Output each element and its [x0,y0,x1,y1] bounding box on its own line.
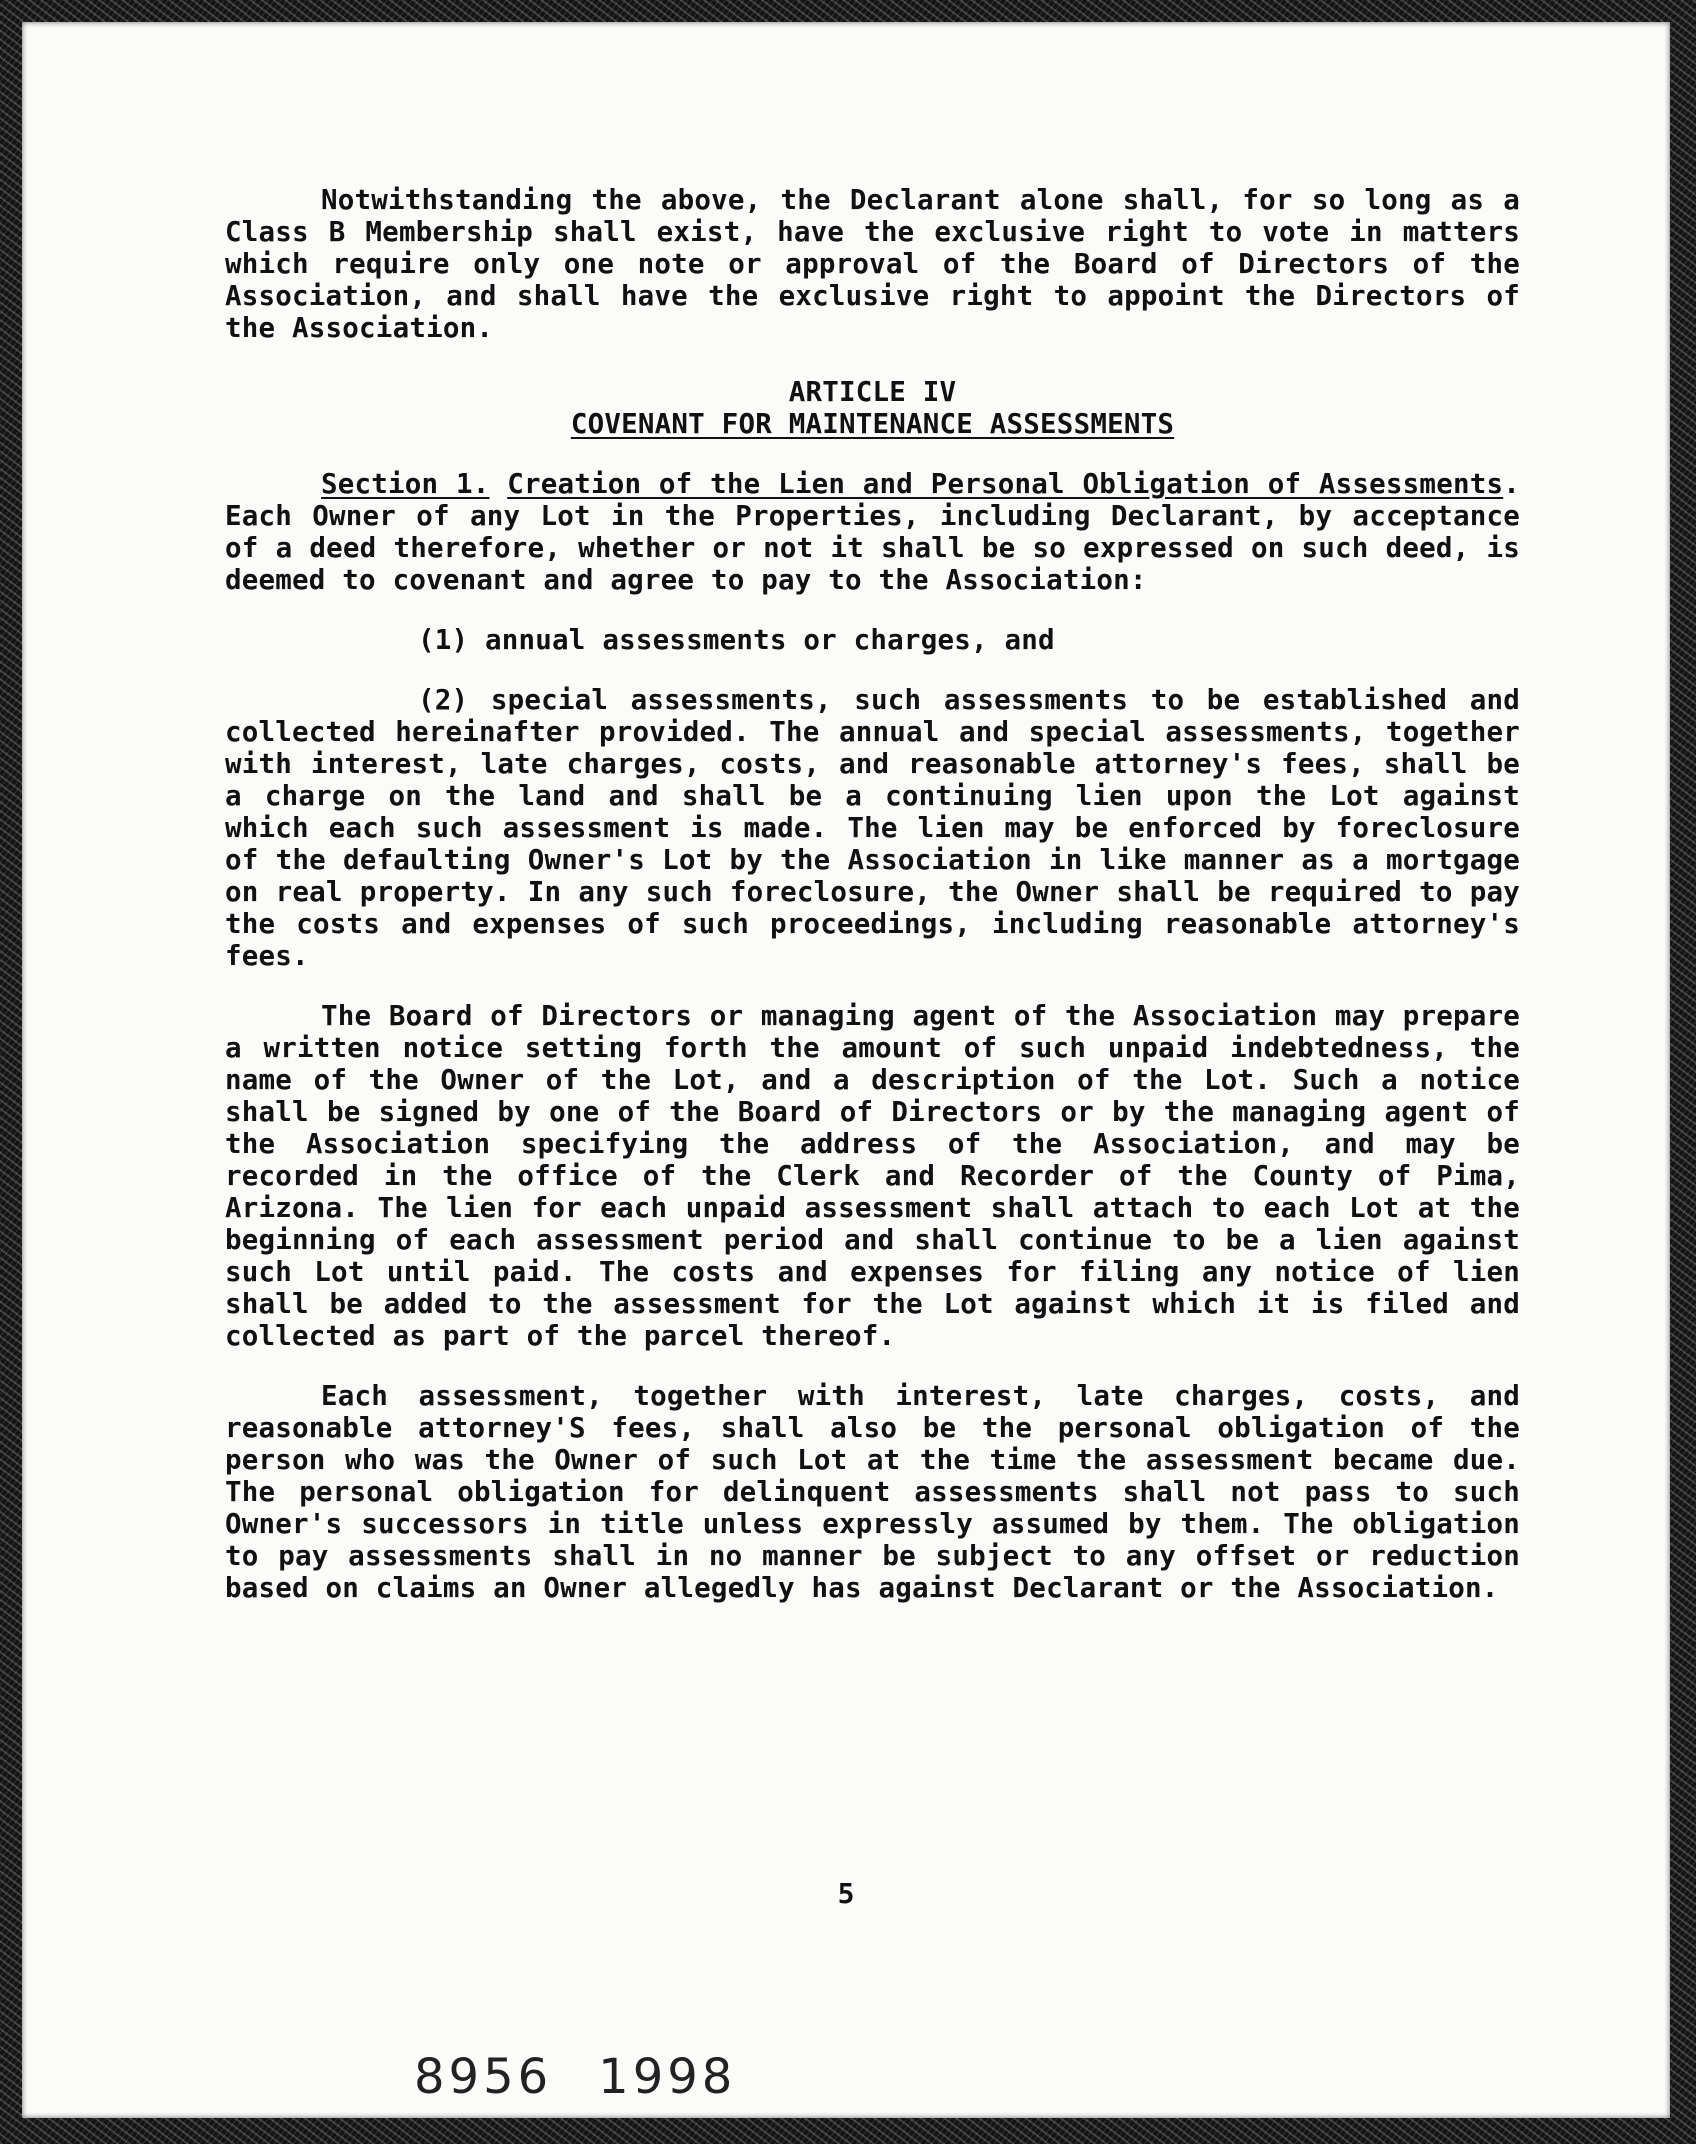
recording-stamp [414,2049,782,2105]
section-1-title: Creation of the Lien and Personal Obligation of Assessments [507,468,1504,500]
article-title: COVENANT FOR MAINTENANCE ASSESSMENTS [570,408,1175,440]
section-1-label: Section 1. [321,468,490,500]
list-item-annual: (1) annual assessments or charges, and [418,624,1055,656]
list-item-special: (2) special assessments, such assessments to be established and collected hereinafter provided. The annual and special assessments, together with interest, late charges, costs, and reasonable attorney's fees, shall be a charge on the land and shall be a continuing lien upon the Lot against which each such assessment is made. The lien may be enforced by foreclosure of the defaulting Owner's Lot by the Association in like manner as a mortgage on real property. In any such foreclosure, the Owner shall be required to pay the costs and expenses of such proceedings, including reasonable attorney's fees. [225,684,1520,972]
page-number: 5 [837,1877,855,1910]
stamp-docket: 8956 [414,2049,553,2105]
section-1-body: . Each Owner of any Lot in the Properties, including Declarant, by acceptance of a deed therefore, whether or not it shall be so expressed on such deed, is deemed to covenant and agree to pay to the Association: [225,468,1520,596]
stamp-page: 1998 [598,2049,737,2105]
paragraph-board-notice: The Board of Directors or managing agent of the Association may prepare a written notice setting forth the amount of such unpaid indebtedness, the name of the Owner of the Lot, and a description of the Lot. Such a notice shall be signed by one of the Board of Directors or by the managing agent of the Association specifying the address of the Association, and may be recorded in the office of the Clerk and Recorder of the County of Pima, Arizona. The lien for each unpaid assessment shall attach to each Lot at the beginning of each assessment period and shall continue to be a lien against such Lot until paid. The costs and expenses for filing any notice of lien shall be added to the assessment for the Lot against which it is filed and collected as part of the parcel thereof. [225,1000,1520,1352]
document-body [225,184,1520,1604]
article-number: ARTICLE IV [788,376,957,408]
paragraph-declarant-voting: Notwithstanding the above, the Declarant alone shall, for so long as a Class B Membership shall exist, have the exclusive right to vote in matters which require only one note or approval of the Board of Directors of the Association, and shall have the exclusive right to appoint the Directors of the Association. [225,184,1520,344]
document-page [22,22,1670,2118]
paragraph-personal-obligation: Each assessment, together with interest, late charges, costs, and reasonable attorney'S fees, shall also be the personal obligation of the person who was the Owner of such Lot at the time the assessment became due. The personal obligation for delinquent assessments shall not pass to such Owner's successors in title unless expressly assumed by them. The obligation to pay assessments shall in no manner be subject to any offset or reduction based on claims an Owner allegedly has against Declarant or the Association. [225,1380,1520,1604]
section-1-paragraph [225,468,1520,596]
